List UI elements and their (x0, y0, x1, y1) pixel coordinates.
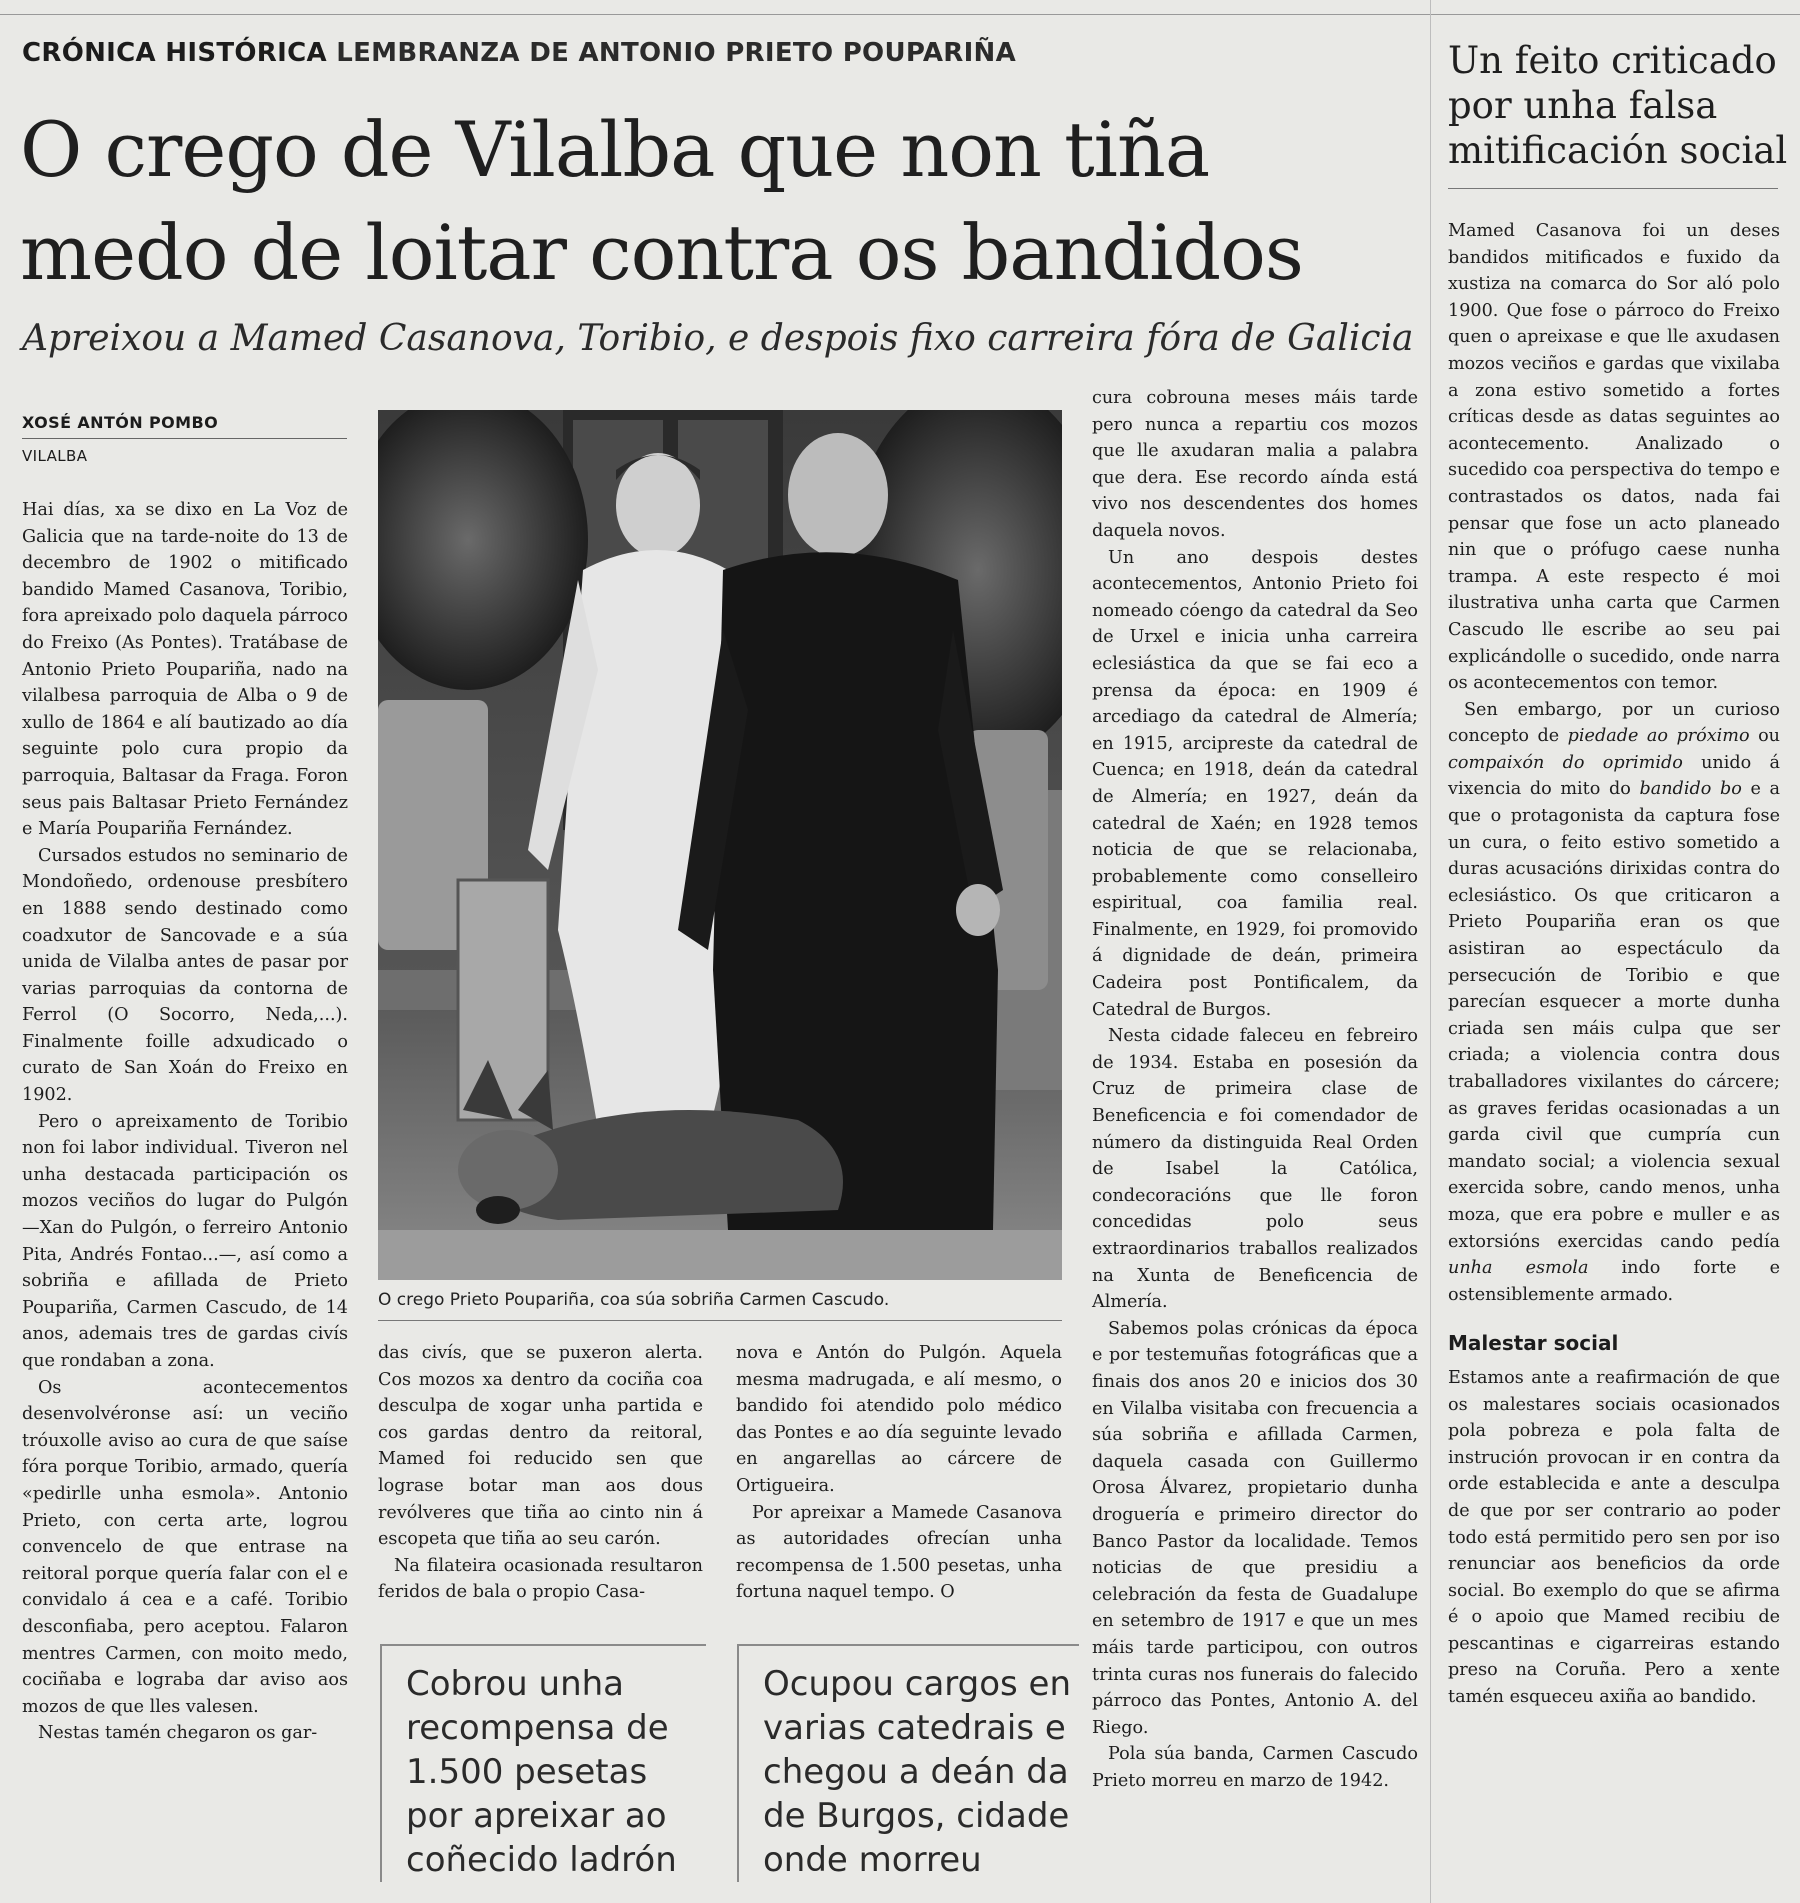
headline-line-2: medo de loitar contra os bandidos (20, 208, 1303, 297)
text-run: Sen embargo, por un curioso concepto de (1448, 699, 1780, 747)
article-column-2 (378, 1340, 703, 1606)
paragraph: Sabemos polas crónicas da época e por testemuñas fotográficas que a finais dos anos 20 e inicios dos 30 en Vilalba visitaba con frecuencia a súa sobriña e afillada Carmen, daquela casada con Guillermo Orosa Álvarez, propietario dunha droguería e primeiro director do Banco Pastor da localidade. Temos noticias de que presidiu a celebración da festa de Guadalupe en setembro de 1917 e que un mes máis tarde participou, con outros trinta curas nos funerais do falecido párroco das Pontes, Antonio A. del Riego. (1092, 1318, 1418, 1738)
sidebar-title-rule (1448, 188, 1778, 189)
paragraph: cura cobrouna meses máis tarde pero nunca a repartiu cos mozos que lle axudaran malia a palabra que dera. Ese recordo aínda está vivo nos descendentes dos homes daquela novos. (1092, 388, 1418, 541)
paragraph: Na filateira ocasionada resultaron feridos de bala o propio Casa- (378, 1555, 703, 1603)
emphasis: bandido bo (1639, 779, 1742, 800)
emphasis: unha esmola (1448, 1258, 1589, 1279)
headline (20, 98, 1440, 304)
caption-rule (378, 1320, 1062, 1321)
pull-quote-left: Cobrou unha recompensa de 1.500 pesetas por apreixar ao coñecido ladrón (380, 1644, 706, 1882)
dateline-place: VILALBA (22, 447, 88, 465)
article-column-4 (1092, 385, 1418, 1794)
paragraph: Por apreixar a Mamede Casanova as autoridades ofrecían unha recompensa de 1.500 pesetas, unha fortuna naquel tempo. O (736, 1502, 1062, 1603)
photo-caption: O crego Prieto Poupariña, coa súa sobriña Carmen Cascudo. (378, 1290, 890, 1310)
article-column-1 (22, 497, 348, 1747)
sidebar-paragraph: Mamed Casanova foi un deses bandidos mitificados e fuxido da xustiza na comarca do Sor aló polo 1900. Que fose o párroco do Freixo quen o apreixase e que lle axudasen mozos veciños e gardas que vixilaba a zona estivo sometido a fortes críticas desde as datas seguintes ao acontecemento. Analizado o sucedido coa perspectiva do tempo e contrastados os datos, nada fai pensar que fose un acto planeado nin que o prófugo caese nunha trampa. A este respecto é moi ilustrativa unha carta que Carmen Cascudo lle escribe ao seu pai explicándolle o sucedido, onde narra os acontecementos con temor. (1448, 221, 1780, 694)
pull-quote-right: Ocupou cargos en varias catedrais e chegou a deán da de Burgos, cidade onde morreu (737, 1644, 1079, 1882)
paragraph: Pola súa banda, Carmen Cascudo Prieto morreu en marzo de 1942. (1092, 1744, 1418, 1791)
sidebar-paragraph (1448, 697, 1780, 1309)
top-rule (0, 14, 1800, 15)
paragraph: Un ano despois destes acontecementos, Antonio Prieto foi nomeado cóengo da catedral da Seo de Urxel e inicia unha carreira eclesiástica da que se fai eco a prensa da época: en 1909 é arcediago da catedral de Almería; en 1915, arcipreste da catedral de Cuenca; en 1918, deán da catedral de Almería; en 1927, deán da catedral de Xaén; en 1928 temos noticia de que se relacionaba, probablemente como conselleiro espiritual, coa familia real. Finalmente, en 1929, foi promovido á dignidade de deán, primeira Cadeira post Pontificalem, da Catedral de Burgos. (1092, 547, 1418, 1020)
article-column-3 (736, 1340, 1062, 1606)
kicker-section: CRÓNICA HISTÓRICA (22, 38, 327, 68)
paragraph: nova e Antón do Pulgón. Aquela mesma madrugada, e alí mesmo, o bandido foi atendido polo médico das Pontes e ao día seguinte levado en angarellas ao cárcere de Ortigueira. (736, 1343, 1062, 1496)
kicker-topic: LEMBRANZA DE ANTONIO PRIETO POUPARIÑA (336, 38, 1017, 68)
text-run: ou (1749, 726, 1780, 747)
sidebar-paragraph: Estamos ante a reafirmación de que os malestares sociais ocasionados pola pobreza e pola falta de instrución provocan ir en contra da orde establecida e ante a desculpa de que por ser contrario ao poder todo está permitido pero sen por iso renunciar aos beneficios da orde social. Bo exemplo do que se afirma é o apoio que Mamed recibiu de pescantinas e cigarreiras estando preso na Coruña. Pero a xente tamén esqueceu axiña ao bandido. (1448, 1367, 1780, 1708)
subheadline: Apreixou a Mamed Casanova, Toribio, e despois fixo carreira fóra de Galicia (22, 318, 1414, 359)
author-name: XOSÉ ANTÓN POMBO (22, 413, 347, 439)
paragraph: Os acontecementos desenvolvéronse así: un veciño tróuxolle aviso ao cura de que saíse fóra porque Toribio, armado, quería «pedirlle unha esmola». Antonio Prieto, con certa arte, logrou convencelo de que entrase na reitoral porque quería falar con el e convidalo á cea e a café. Toribio desconfiaba, pero aceptou. Falaron mentres Carmen, con moito medo, cociñaba e lograba dar aviso aos mozos de que lles valesen. (22, 1377, 348, 1717)
paragraph: Pero o apreixamento de Toribio non foi labor individual. Tiveron nel unha destacada participación os mozos veciños do lugar do Pulgón —Xan do Pulgón, o ferreiro Antonio Pita, Andrés Fontao...—, así como a sobriña e afillada de Prieto Poupariña, Carmen Cascudo, de 14 anos, ademais tres de gardas civís que rondaban a zona. (22, 1111, 348, 1371)
sidebar-subheading: Malestar social (1448, 1331, 1619, 1356)
text-run: indo forte e ostensiblemente armado. (1448, 1258, 1780, 1305)
paragraph: Hai días, xa se dixo en La Voz de Galicia que na tarde-noite do 13 de decembro de 1902 o mitificado bandido Mamed Casanova, Toribio, fora apreixado polo daquela párroco do Freixo (As Pontes). Tratábase de Antonio Prieto Poupariña, nado na vilalbesa parroquia de Alba o 9 de xullo de 1864 e alí bautizado ao día seguinte polo cura propio da parroquia, Baltasar da Fraga. Foron seus pais Baltasar Prieto Fernández e María Poupariña Fernández. (22, 500, 348, 840)
text-run: e a que o protagonista da captura fose un cura, o feito estivo sometido a duras acusacións dirixidas contra do eclesiástico. Os que criticaron a Prieto Poupariña eran os que asistiran ao espectáculo da persecución de Toribio e que parecían esquecer a morte dunha criada sen máis culpa que ser criada; a violencia contra dous traballadores vixilantes do cárcere; as graves feridas ocasionadas a un garda civil que cumpría cun mandato social; a violencia sexual exercida sobre, cando menos, unha moza, que era pobre e muller e as extorsións exercidas cando pedía (1448, 779, 1780, 1252)
emphasis: piedade ao próximo (1567, 726, 1750, 747)
sidebar-body (1448, 218, 1780, 1711)
byline (22, 413, 347, 465)
paragraph: Nestas tamén chegaron os gar- (38, 1723, 318, 1744)
emphasis: compaixón do oprimido (1448, 752, 1683, 773)
kicker (22, 38, 1442, 68)
sidebar-title: Un feito criticado por unha falsa mitificación social (1448, 39, 1788, 172)
paragraph: das civís, que se puxeron alerta. Cos mozos xa dentro da cociña coa desculpa de xogar unha partida e cos gardas dentro da reitoral, Mamed foi reducido sen que lograse botar man aos dous revólveres que tiña ao cinto nin á escopeta que tiña ao seu carón. (378, 1343, 703, 1550)
headline-line-1: O crego de Vilalba que non tiña (20, 105, 1210, 194)
article-photo (378, 410, 1062, 1280)
paragraph: Cursados estudos no seminario de Mondoñedo, ordenouse presbítero en 1888 sendo destinado como coadxutor de Sancovade e a súa unida de Vilalba antes de pasar por varias parroquias da contorna de Ferrol (O Socorro, Neda,...). Finalmente foille adxudicado o curato de San Xoán do Freixo en 1902. (22, 845, 348, 1106)
text-run: unido á vixencia do mito do (1448, 752, 1780, 800)
photo-priest-and-niece (378, 410, 1062, 1280)
paragraph: Nesta cidade faleceu en febreiro de 1934. Estaba en posesión da Cruz de primeira clase de Beneficencia e foi comendador de número da distinguida Real Orden de Isabel la Católica, condecoracións que lle foron concedidas polo seus extraordinarios traballos realizados na Xunta de Beneficencia de Almería. (1092, 1026, 1418, 1313)
